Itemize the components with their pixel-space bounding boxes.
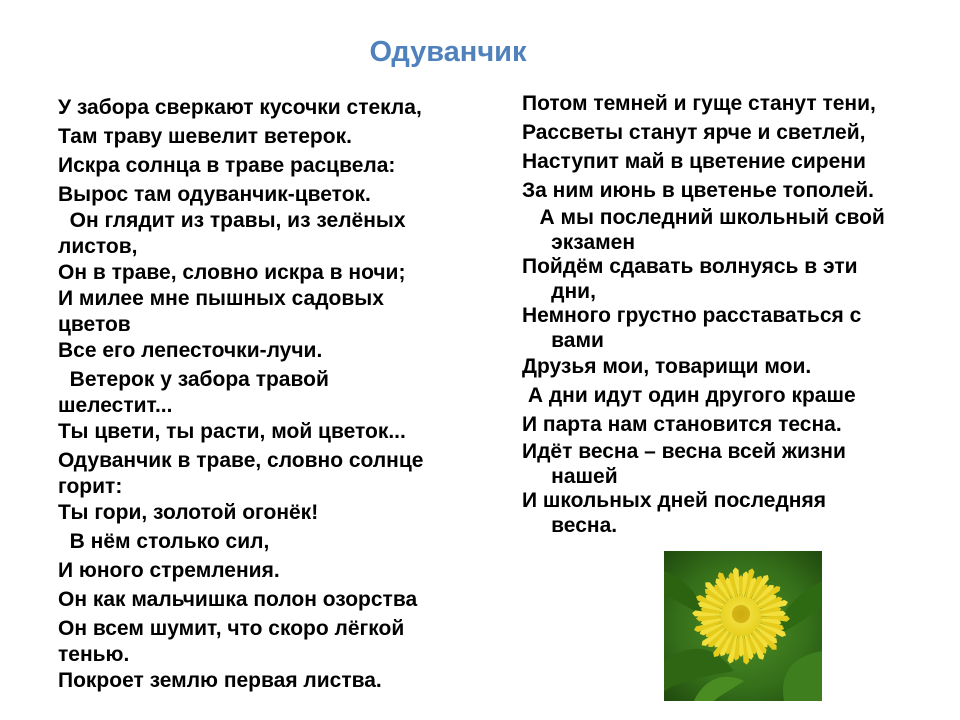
poem-line: вами — [522, 329, 604, 352]
poem-line: А дни идут один другого краше — [522, 384, 856, 407]
poem-line: Там траву шевелит ветерок. — [58, 125, 352, 148]
poem-line: Потом темней и гуще станут тени, — [522, 92, 876, 115]
poem-line: Вырос там одуванчик-цветок. — [58, 183, 371, 206]
dandelion-photo — [664, 551, 822, 701]
poem-line: нашей — [522, 465, 618, 488]
poem-right-column — [522, 89, 952, 537]
poem-line: экзамен — [522, 231, 636, 254]
poem-line: цветов — [58, 313, 131, 336]
poem-line: Искра солнца в траве расцвела: — [58, 154, 396, 177]
poem-line: И милее мне пышных садовых — [58, 287, 384, 310]
poem-line: Ветерок у забора травой — [58, 368, 329, 391]
poem-line: И школьных дней последняя — [522, 489, 826, 512]
poem-line: В нём столько сил, — [58, 530, 270, 553]
poem-line: Покроет землю первая листва. — [58, 669, 382, 692]
dandelion-picture — [664, 551, 822, 701]
poem-line: Ты гори, золотой огонёк! — [58, 501, 319, 524]
poem-line: шелестит... — [58, 394, 173, 417]
poem-line: Пойдём сдавать волнуясь в эти — [522, 255, 858, 278]
poem-line: тенью. — [58, 643, 130, 666]
poem-line: горит: — [58, 475, 123, 498]
poem-line: Все его лепесточки-лучи. — [58, 339, 323, 362]
poem-line: За ним июнь в цветенье тополей. — [522, 179, 874, 202]
poem-line: Немного грустно расставаться с — [522, 304, 862, 327]
poem-line: Он всем шумит, что скоро лёгкой — [58, 617, 405, 640]
poem-line: И юного стремления. — [58, 559, 280, 582]
poem-line: Идёт весна – весна всей жизни — [522, 440, 846, 463]
poem-line: Он в траве, словно искра в ночи; — [58, 261, 406, 284]
poem-line: Он как мальчишка полон озорства — [58, 588, 418, 611]
poem-line: Рассветы станут ярче и светлей, — [522, 121, 866, 144]
poem-line: Ты цвети, ты расти, мой цветок... — [58, 420, 406, 443]
poem-line: И парта нам становится тесна. — [522, 413, 842, 436]
poem-left-column — [58, 93, 488, 695]
poem-line: Одуванчик в траве, словно солнце — [58, 449, 424, 472]
poem-line: Друзья мои, товарищи мои. — [522, 355, 812, 378]
slide-title: Одуванчик — [369, 36, 527, 68]
poem-line: Наступит май в цветение сирени — [522, 150, 866, 173]
poem-line: дни, — [522, 280, 596, 303]
poem-line: У забора сверкают кусочки стекла, — [58, 96, 422, 119]
poem-line: листов, — [58, 235, 138, 258]
poem-line: весна. — [522, 514, 618, 537]
poem-line: А мы последний школьный свой — [522, 206, 885, 229]
poem-line: Он глядит из травы, из зелёных — [58, 209, 406, 232]
